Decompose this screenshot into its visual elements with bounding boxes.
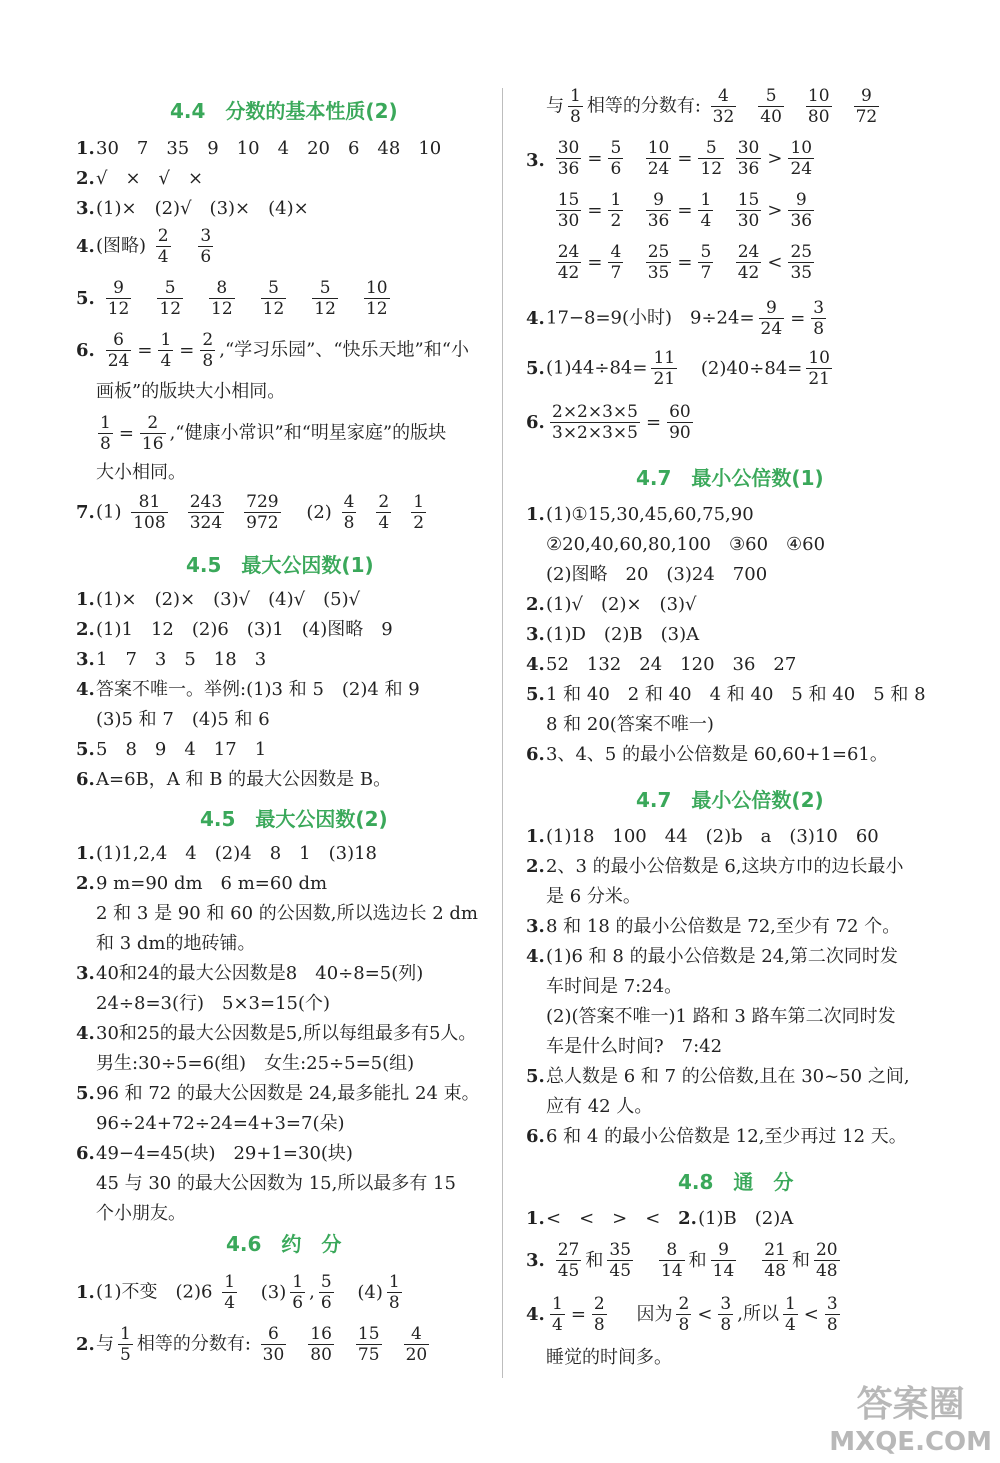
answer-4-4-q6: 6. $\frac{6}{24}$ = $\frac{1}{4}$ = $\frac{2}{8}$ ,“学习乐园”、“快乐天地”和“小 画板”的版块大小相同。 $\frac{1}{8}$ = $\frac{2}{16}$ ,“健康小常识”和“明星家庭”的版块 大小相同。 [76,330,469,483]
section-title-4-7-1: 4.7 最小公倍数(1) [636,466,824,490]
answer-4-8-q1-q2: 1.< < > < 2.(1)B (2)A [526,1208,794,1229]
answer-4-5-2: 1.(1)1,2,4 4 (2)4 8 1 (3)18 2.9 m=90 dm 6 m=60 dm 2 和 3 是 90 和 60 的公因数,所以选边长 2 dm 和 3 dm的地砖铺。 3.40和24的最大公因数是8 40÷8=5(列) 24÷8=3(行) 5×3=15(个) 4.30和25的最大公因数是5,所以每组最多有5人。 男生:30÷5=6(组) 女生:25÷5=5(组) 5.96 和 72 的最大公因数是 24,最多能扎 24 束。 96÷24+72÷24=4+3=7(朵) 6.49−4=45(块) 29+1=30(块) 45 与 30 的最大公因数为 15,所以最多有 15 个小朋友。 [76,843,480,1224]
fraction: $\frac{24}{42}$ [557,242,580,283]
answer-4-6-q5: 5.(1)44÷84= $\frac{11}{21}$ (2)40÷84= $\frac{10}{21}$ [526,348,830,389]
answer-4-6-q6: 6. $\frac{2\times 2\times 3\times 5}{3\times 2\times 3\times 5}$ = $\frac{60}{90}$ [526,402,691,443]
answer-4-7-2: 1.(1)18 100 44 (2)b a (3)10 60 2.2、3 的最小公倍数是 6,这块方巾的边长最小 是 6 分米。 3.8 和 18 的最小公倍数是 72,至少有 72 个。 4.(1)6 和 8 的最小公倍数是 24,第二次同时发 车时间是 7:24。 (2)(答案不唯一)1 路和 3 路车第二次同时发 车是什么时间? 7:42 5.总人数是 6 和 7 的公倍数,且在 30~50 之间, 应有 42 人。 6.6 和 4 的最小公倍数是 12,至少再过 12 天。 [526,826,910,1147]
fraction: $\frac{10}{24}$ [790,138,813,179]
fraction: $\frac{30}{36}$ [557,138,580,179]
answer-4-8-q3: 3. $\frac{27}{45}$ 和 $\frac{35}{45}$ $\frac{8}{14}$ 和 $\frac{9}{14}$ $\frac{21}{48}$ 和 $\frac{20}{48}$ [526,1240,862,1281]
fraction: $\frac{5}{6}$ [610,138,622,179]
answer-4-7-1: 1.(1)①15,30,45,60,75,90 ②20,40,60,80,100 ③60 ④60 (2)图略 20 (3)24 700 2.(1)√ (2)× (3)√ 3.(1)D (2)B (3)A 4.52 132 24 120 36 27 5.1 和 40 2 和 40 4 和 40 5 和 40 5 和 8 8 和 20(答案不唯一) 6.3、4、5 的最小公倍数是 60,60+1=61。 [526,504,926,765]
fraction: $\frac{2}{8}$ [202,330,214,371]
fraction: $\frac{9}{14}$ [712,1240,735,1281]
section-title-4-5-2: 4.5 最大公因数(2) [200,807,388,831]
answer-4-4-q4: 4.(图略) $\frac{2}{4}$ $\frac{3}{6}$ [76,226,212,267]
answer-4-6-q3: 3. $\frac{30}{36}$ = $\frac{5}{6}$ $\frac{10}{24}$ = $\frac{5}{12}$ $\frac{30}{36}$ > $\frac{10}{24}$ $\frac{15}{30}$ = $\frac{1}{2}$ $\frac{9}{36}$ = $\frac{1}{4}$ $\frac{15}{30}$ > $\frac{9}{36}$ $\frac{24}{42}$ = $\frac{4}{7}$ $\frac{25}{35}$ = $\frac{5}{7}$ $\frac{24}{42}$ < $\frac{25}{35}$ [526,138,822,294]
fraction: $\frac{5}{12}$ [314,278,336,319]
answer-4-6-q2-cont: 与 $\frac{1}{8}$ 相等的分数有: $\frac{4}{32}$ $\frac{5}{40}$ $\frac{10}{80}$ $\frac{9}{72}$ [546,86,897,127]
fraction-list [127,492,296,533]
fraction-list [257,1324,448,1365]
answer-4-4-q7: 7.(1) $\frac{81}{108}$ $\frac{243}{324}$ $\frac{729}{972}$ (2) $\frac{4}{8}$ $\frac{2}{4}$ $\frac{1}{2}$ [76,492,442,533]
fraction: $\frac{81}{108}$ [133,492,166,533]
section-title-4-6: 4.6 约 分 [226,1232,342,1256]
fraction: $\frac{10}{80}$ [807,86,830,127]
fraction: $\frac{9}{36}$ [790,190,813,231]
answer-4-6-q2: 2.与 $\frac{1}{5}$ 相等的分数有: $\frac{6}{30}$ $\frac{16}{80}$ $\frac{15}{75}$ $\frac{4}{20}$ [76,1324,447,1365]
column-divider [502,88,503,1378]
fraction: $\frac{2}{16}$ [141,413,164,454]
fraction: $\frac{6}{24}$ [107,330,130,371]
fraction: $\frac{15}{30}$ [737,190,760,231]
fraction-pairs: $\frac{27}{45}$ 和 $\frac{35}{45}$ $\frac{8}{14}$ 和 $\frac{9}{14}$ $\frac{21}{48}$ 和 $\frac{20}{48}$ [557,1240,838,1281]
fraction: $\frac{2}{4}$ [157,226,169,267]
fraction: $\frac{5}{40}$ [760,86,782,127]
fraction-row: $\frac{30}{36}$ = $\frac{5}{6}$ $\frac{10}{24}$ = $\frac{5}{12}$ $\frac{30}{36}$ > $\frac{10}{24}$ [557,138,813,179]
fraction-row: $\frac{24}{42}$ = $\frac{4}{7}$ $\frac{25}{35}$ = $\frac{5}{7}$ $\frac{24}{42}$ < $\frac{25}{35}$ [557,242,813,283]
fraction: $\frac{2}{4}$ [378,492,390,533]
fraction: $\frac{9}{72}$ [855,86,878,127]
fraction: $\frac{25}{35}$ [647,242,670,283]
fraction: $\frac{4}{8}$ [343,492,355,533]
fraction: $\frac{5}{12}$ [700,138,723,179]
fraction: $\frac{9}{36}$ [647,190,670,231]
fraction: $\frac{5}{7}$ [700,242,712,283]
answer-4-8-q4: 4. $\frac{1}{4}$ = $\frac{2}{8}$ 因为 $\frac{2}{8}$ < $\frac{3}{8}$ ,所以 $\frac{1}{4}$ < $\frac{3}{8}$ 睡觉的时间多。 [526,1294,838,1368]
answer-4-6-q4: 4.17−8=9(小时) 9÷24= $\frac{9}{24}$ = $\frac{3}{8}$ [526,298,825,339]
fraction: $\frac{16}{80}$ [310,1324,332,1365]
fraction: $\frac{1}{2}$ [413,492,425,533]
section-title-4-4: 4.4 分数的基本性质(2) [170,99,398,123]
fraction: $\frac{3}{6}$ [200,226,212,267]
fraction: $\frac{4}{32}$ [712,86,735,127]
fraction: $\frac{27}{45}$ [557,1240,580,1281]
fraction-comparison-grid [552,138,822,294]
fraction: $\frac{15}{30}$ [557,190,580,231]
fraction: $\frac{20}{48}$ [815,1240,838,1281]
section-title-4-8: 4.8 通 分 [678,1170,794,1194]
answer-4-4-q1: 1.30 7 35 9 10 4 20 6 48 10 2.√ × √ × 3.(1)× (2)√ (3)× (4)× [76,138,442,219]
watermark-logo: 答案圈 MXQE.COM [829,1384,992,1457]
fraction: $\frac{30}{36}$ [737,138,760,179]
fraction: $\frac{35}{45}$ [609,1240,632,1281]
fraction: $\frac{1}{2}$ [610,190,622,231]
fraction: $\frac{243}{324}$ [189,492,223,533]
fraction: $\frac{729}{972}$ [246,492,279,533]
fraction: $\frac{24}{42}$ [737,242,760,283]
fraction: $\frac{5}{12}$ [159,278,182,319]
fraction: $\frac{15}{75}$ [357,1324,380,1365]
section-title-4-7-2: 4.7 最小公倍数(2) [636,788,824,812]
fraction-list [338,492,442,533]
fraction: $\frac{1}{4}$ [700,190,712,231]
fraction: $\frac{21}{48}$ [764,1240,786,1281]
fraction: $\frac{10}{24}$ [647,138,670,179]
fraction: $\frac{25}{35}$ [790,242,813,283]
answer-4-4-q5: 5. $\frac{9}{12}$ $\frac{5}{12}$ $\frac{8}{12}$ $\frac{5}{12}$ $\frac{5}{12}$ $\frac{10}{12}$ [76,278,412,319]
fraction: $\frac{6}{30}$ [262,1324,285,1365]
fraction: $\frac{4}{7}$ [610,242,622,283]
answer-4-6-q1: 1.(1)不变 (2)6 $\frac{1}{4}$ (3) $\frac{1}{6}$ , $\frac{5}{6}$ (4) $\frac{1}{8}$ [76,1272,400,1313]
fraction: $\frac{9}{12}$ [107,278,130,319]
fraction: $\frac{8}{14}$ [661,1240,683,1281]
fraction-row: $\frac{15}{30}$ = $\frac{1}{2}$ $\frac{9}{36}$ = $\frac{1}{4}$ $\frac{15}{30}$ > $\frac{9}{36}$ [557,190,813,231]
answer-4-5-1: 1.(1)× (2)× (3)√ (4)√ (5)√ 2.(1)1 12 (2)6 (3)1 (4)图略 9 3.1 7 3 5 18 3 4.答案不唯一。举例:(1)3 和 5 (2)4 和 9 (3)5 和 7 (4)5 和 6 5.5 8 9 4 17 1 6.A=6B，A 和 B 的最大公因数是 B。 [76,589,420,790]
fraction: $\frac{4}{20}$ [405,1324,428,1365]
fraction: $\frac{1}{4}$ [160,330,172,371]
section-title-4-5-1: 4.5 最大公因数(1) [186,553,374,577]
fraction: $\frac{1}{8}$ [100,413,111,454]
fraction: $\frac{8}{12}$ [211,278,233,319]
fraction: $\frac{5}{12}$ [262,278,285,319]
fraction: $\frac{10}{12}$ [365,278,388,319]
